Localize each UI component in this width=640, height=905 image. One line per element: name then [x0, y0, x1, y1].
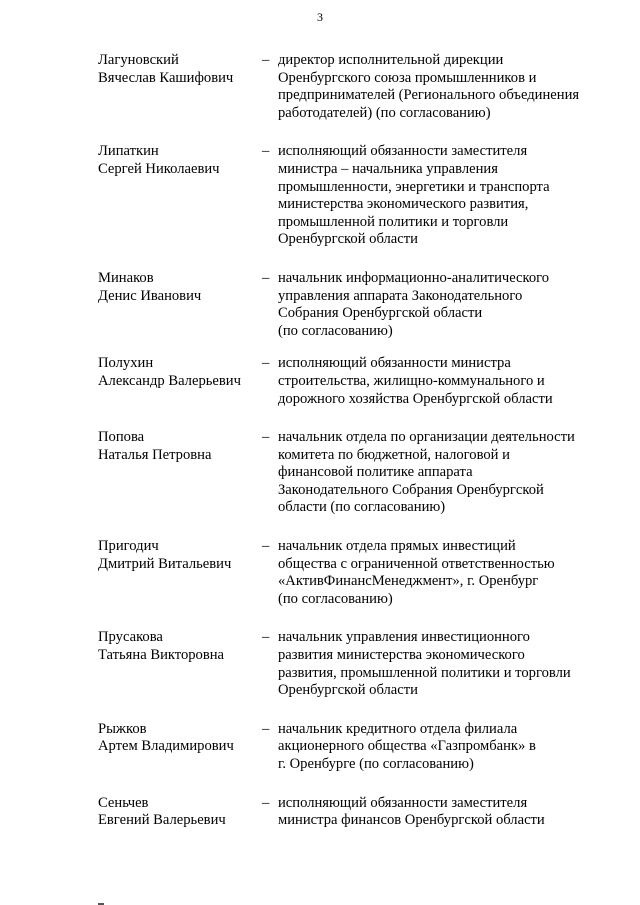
position-line: (по согласованию): [278, 322, 393, 339]
position-line: Собрания Оренбургской области: [278, 305, 483, 322]
member-position: [278, 429, 596, 517]
position-line: Законодательного Собрания Оренбургской: [278, 481, 544, 498]
member-given-names: Сергей Николаевич: [98, 160, 220, 177]
position-line: начальник кредитного отдела филиала: [278, 720, 518, 737]
position-line: промышленной политики и торговли: [278, 213, 509, 230]
position-line: Оренбургской области: [278, 231, 418, 248]
member-entry: [98, 143, 598, 249]
position-line: директор исполнительной дирекции: [278, 52, 504, 68]
member-entry: [98, 355, 598, 408]
position-line: работодателей) (по согласованию): [278, 104, 491, 121]
member-given-names: Татьяна Викторовна: [98, 647, 225, 664]
member-list: [98, 52, 598, 851]
position-line: исполняющий обязанности заместителя: [278, 143, 528, 160]
position-line: комитета по бюджетной, налоговой и: [278, 446, 510, 463]
separator-dash: –: [262, 143, 270, 160]
position-line: предпринимателей (Регионального объединения: [278, 87, 580, 104]
member-surname: Рыжков: [98, 720, 147, 737]
position-line: Оренбургской области: [278, 682, 418, 699]
member-entry: [98, 270, 598, 340]
member-surname: Липаткин: [98, 143, 159, 160]
position-line: промышленности, энергетики и транспорта: [278, 178, 550, 195]
separator-dash: –: [262, 355, 270, 372]
position-line: области (по согласованию): [278, 499, 446, 516]
member-given-names: Евгений Валерьевич: [98, 812, 226, 829]
member-position: [278, 355, 596, 408]
member-name: [98, 355, 262, 408]
member-position: [278, 538, 596, 608]
separator-dash: –: [262, 720, 270, 737]
position-line: «АктивФинансМенеджмент», г. Оренбург: [278, 573, 539, 590]
position-line: развития министерства экономического: [278, 647, 525, 664]
position-line: Оренбургского союза промышленников и: [278, 69, 537, 86]
member-surname: Сеньчев: [98, 794, 149, 811]
position-line: начальник отдела по организации деятельности: [278, 429, 575, 446]
member-entry: [98, 629, 598, 699]
member-given-names: Вячеслав Кашифович: [98, 69, 234, 86]
member-given-names: Александр Валерьевич: [98, 372, 241, 389]
position-line: начальник отдела прямых инвестиций: [278, 538, 516, 555]
member-given-names: Денис Иванович: [98, 287, 202, 304]
separator-dash: –: [262, 538, 270, 555]
position-line: начальник управления инвестиционного: [278, 629, 530, 646]
position-line: развития, промышленной политики и торговли: [278, 664, 571, 681]
member-name: [98, 721, 262, 774]
page-number: 3: [317, 10, 323, 24]
position-line: министерства экономического развития,: [278, 196, 529, 213]
member-surname: Прусакова: [98, 629, 163, 646]
position-line: (по согласованию): [278, 590, 393, 607]
separator-dash: –: [262, 629, 270, 646]
separator-dash: –: [262, 429, 270, 446]
member-position: [278, 795, 596, 830]
member-position: [278, 721, 596, 774]
member-name: [98, 52, 262, 122]
member-entry: [98, 795, 598, 830]
position-line: управления аппарата Законодательного: [278, 287, 523, 304]
member-surname: Попова: [98, 429, 145, 446]
member-entry: [98, 538, 598, 608]
position-line: министра финансов Оренбургской области: [278, 812, 545, 829]
member-surname: Лагуновский: [98, 52, 179, 68]
position-line: исполняющий обязанности министра: [278, 355, 511, 372]
member-position: [278, 629, 596, 699]
member-name: [98, 795, 262, 830]
member-name: [98, 270, 262, 340]
member-position: [278, 270, 596, 340]
separator-dash: –: [262, 52, 270, 68]
position-line: исполняющий обязанности заместителя: [278, 794, 528, 811]
member-surname: Минаков: [98, 269, 154, 286]
member-position: [278, 52, 596, 122]
member-given-names: Артем Владимирович: [98, 738, 234, 755]
member-name: [98, 429, 262, 517]
position-line: акционерного общества «Газпромбанк» в: [278, 738, 536, 755]
separator-dash: –: [262, 794, 270, 811]
member-name: [98, 538, 262, 608]
member-entry: [98, 429, 598, 517]
member-surname: Полухин: [98, 355, 154, 372]
position-line: начальник информационно-аналитического: [278, 269, 550, 286]
separator-dash: –: [262, 269, 270, 286]
position-line: финансовой политике аппарата: [278, 464, 473, 481]
member-given-names: Наталья Петровна: [98, 446, 212, 463]
member-name: [98, 143, 262, 249]
member-entry: [98, 721, 598, 774]
member-surname: Пригодич: [98, 538, 159, 555]
position-line: общества с ограниченной ответственностью: [278, 555, 555, 572]
position-line: г. Оренбурге (по согласованию): [278, 756, 474, 772]
member-position: [278, 143, 596, 249]
position-line: дорожного хозяйства Оренбургской области: [278, 390, 553, 407]
member-name: [98, 629, 262, 699]
position-line: министра – начальника управления: [278, 160, 498, 177]
position-line: строительства, жилищно-коммунального и: [278, 372, 545, 389]
member-entry: [98, 52, 598, 122]
member-given-names: Дмитрий Витальевич: [98, 555, 232, 572]
